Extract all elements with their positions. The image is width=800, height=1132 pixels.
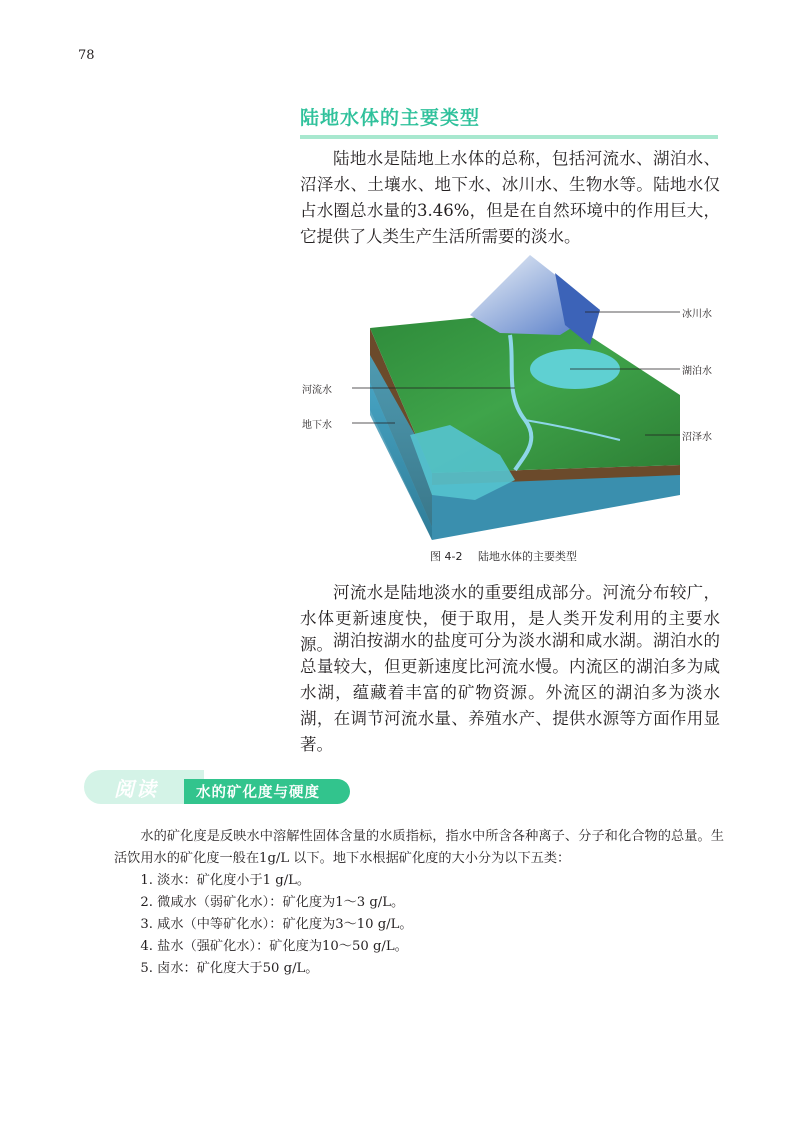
section-title: 陆地水体的主要类型 <box>300 107 481 129</box>
page-number: 78 <box>78 48 95 63</box>
list-item: 2. 微咸水（弱矿化水）：矿化度为1～3 g/L。 <box>140 895 405 910</box>
label-groundwater: 地下水 <box>302 420 332 431</box>
reading-tag: 阅读 <box>114 777 158 801</box>
list-item: 5. 卤水：矿化度大于50 g/L。 <box>140 961 319 976</box>
reading-body <box>114 826 724 980</box>
mineralization-list <box>114 870 724 980</box>
lake-paragraph: 湖泊按湖水的盐度可分为淡水湖和咸水湖。湖泊水的总量较大，但更新速度比河流水慢。内流区的湖泊多为咸水湖，蕴藏着丰富的矿物资源。外流区的湖泊多为淡水湖，在调节河流水量、养殖水产、提供水源等方面作用显著。 <box>300 631 720 754</box>
label-river: 河流水 <box>302 385 332 396</box>
section-divider <box>300 135 718 139</box>
river-paragraph: 河流水是陆地淡水的重要组成部分。河流分布较广，水体更新速度快，便于取用，是人类开发利用的主要水源。 <box>300 583 720 654</box>
figure-caption <box>430 548 577 564</box>
reading-intro: 水的矿化度是反映水中溶解性固体含量的水质指标，指水中所含各种离子、分子和化合物的总量。生活饮用水的矿化度一般在1g/L 以下。地下水根据矿化度的大小分为以下五类： <box>114 829 724 866</box>
label-swamp: 沼泽水 <box>682 432 712 443</box>
label-lake: 湖泊水 <box>682 366 712 377</box>
list-item: 4. 盐水（强矿化水）：矿化度为10～50 g/L。 <box>140 939 408 954</box>
reading-title: 水的矿化度与硬度 <box>196 785 320 801</box>
intro-paragraph: 陆地水是陆地上水体的总称，包括河流水、湖泊水、沼泽水、土壤水、地下水、冰川水、生物水等。陆地水仅占水圈总水量的3.46%，但是在自然环境中的作用巨大，它提供了人类生产生活所需要的淡水。 <box>300 149 720 246</box>
label-glacier: 冰川水 <box>682 309 712 320</box>
figure-caption-number: 图 4-2 <box>430 550 463 563</box>
list-item: 1. 淡水：矿化度小于1 g/L。 <box>140 873 311 888</box>
reading-header <box>84 770 350 804</box>
list-item: 3. 咸水（中等矿化水）：矿化度为3～10 g/L。 <box>140 917 413 932</box>
reading-title-bar <box>184 779 350 804</box>
figure-caption-text: 陆地水体的主要类型 <box>477 550 577 563</box>
land-water-figure <box>300 255 720 540</box>
landscape-block-illustration <box>300 255 720 540</box>
